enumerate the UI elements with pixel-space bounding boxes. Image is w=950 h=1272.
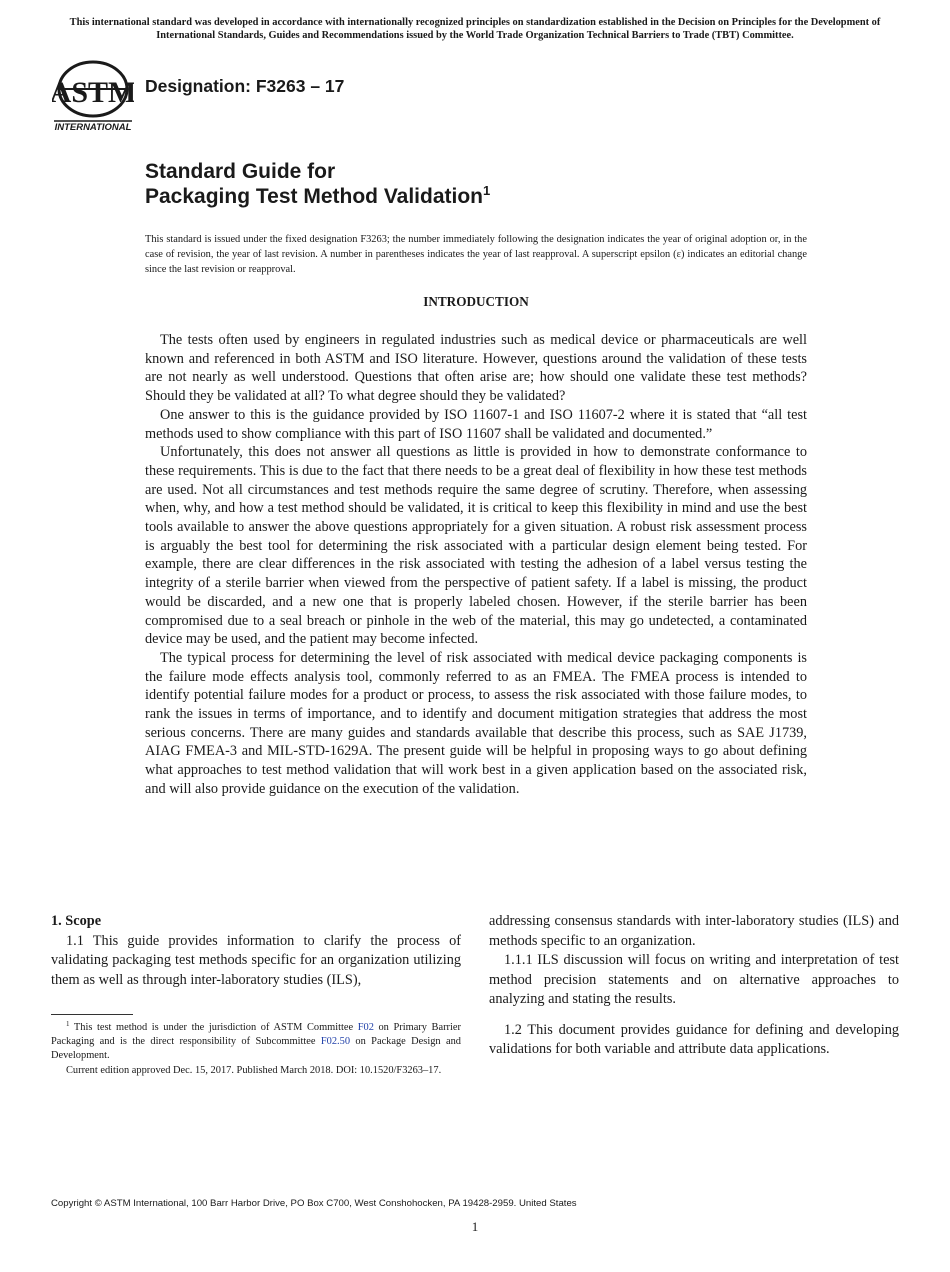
astm-emblem-icon xyxy=(52,58,134,132)
scope-1-2: 1.2 This document provides guidance for defining and developing validations for both variable and attribute data applications. xyxy=(489,1021,899,1057)
subcommittee-link[interactable]: F02.50 xyxy=(320,1036,351,1048)
title-footnote-ref: 1 xyxy=(483,183,491,198)
page-title xyxy=(145,159,490,209)
page-number: 1 xyxy=(471,1219,479,1234)
edition-note: Current edition approved Dec. 15, 2017. Published March 2018. DOI: 10.1520/F3263–17. xyxy=(66,1064,442,1076)
intro-paragraph: The typical process for determining the level of risk associated with medical device packaging components is the failure mode effects analysis tool, commonly referred to as an FMEA. The FMEA process is intended to identify potential failure modes for a product or process, to assess the risk associated with those failure modes, to rank the issues in terms of importance, and to identify and document mitigation strategies that address the most serious concerns. There are many guides and standards available that describe this process, such as SAE J1739, AIAG FMEA-3 and MIL-STD-1629A. The present guide will be helpful in proposing ways to go about defining what approaches to test method validation that will work best in a given application based on the associated risk, and will also provide guidance on the execution of the validation. xyxy=(145,649,807,797)
logo-wordmark: INTERNATIONAL xyxy=(54,122,132,132)
footnote-text: This test method is under the jurisdiction of ASTM Committee xyxy=(69,1022,358,1033)
standardization-notice: This international standard was developed in accordance with internationally recognized principles on standardization established in the Decision on Principles for the Development of International Standards, Guides and Recommendations issued by the World Trade Organization Technical Barriers to Trade (TBT) Committee. xyxy=(69,17,881,41)
intro-paragraph: The tests often used by engineers in regulated industries such as medical device or pharmaceuticals are well known and referenced in both ASTM and ISO literature. However, questions around the validation of these tests are not nearly as well understood. Questions that often arise are; how should one validate these test methods? Should they be validated at all? To what degree should they be validated? xyxy=(145,332,807,405)
scope-heading: 1. Scope xyxy=(51,913,102,929)
title-main: Packaging Test Method Validation xyxy=(145,185,483,208)
intro-paragraph: Unfortunately, this does not answer all questions as little is provided in how to demonstrate conformance to these requirements. This is due to the fact that there needs to be a great deal of flexibility in how these test methods are used. Not all circumstances and test methods require the same degree of scrutiny. Therefore, when assessing when, why, and how a test method should be validated, it is critical to keep this flexibility in mind and use the best tools available to answer the above questions appropriately for a given situation. A robust risk assessment process is arguably the best tool for determining the risk associated with a particular design element being tested. For example, there are clear differences in the risk associated with testing the adhesion of a label versus testing the integrity of a sterile barrier when viewed from the perspective of patient safety. If a label is missing, the product would be discarded, and a new one that is properly labeled chosen. However, if the sterile barrier has been compromised due to a seal breach or pinhole in the web of the material, this may go undetected, a contaminated device may be used, and the patient may become infected. xyxy=(145,444,807,648)
title-line-1: Standard Guide for xyxy=(145,160,336,183)
introduction-body xyxy=(145,331,807,799)
scope-1-1-1: 1.1.1 ILS discussion will focus on writing and interpretation of test method precision statements and on alternative approaches to analyzing and stating the results. xyxy=(489,952,899,1007)
left-column xyxy=(51,912,461,990)
right-column xyxy=(489,912,899,1060)
intro-paragraph: One answer to this is the guidance provided by ISO 11607-1 and ISO 11607-2 where it is stated that “all test methods used to show compliance with this part of ISO 11607 shall be validated and documented.” xyxy=(145,406,807,442)
footnote-text: on Primary Barrier Packaging and is the direct responsibility of Subcommittee xyxy=(51,1022,461,1048)
logo-mark: ASTM xyxy=(52,76,134,109)
introduction-heading: INTRODUCTION xyxy=(423,294,529,309)
astm-logo xyxy=(52,58,134,132)
committee-link[interactable]: F02 xyxy=(357,1022,374,1033)
copyright-notice: Copyright © ASTM International, 100 Barr Harbor Drive, PO Box C700, West Conshohocken, PA 19428-2959. United States xyxy=(51,1198,577,1209)
scope-1-1: 1.1 This guide provides information to clarify the process of validating packaging test methods specific for an organization utilizing them as well as through inter-laboratory studies (ILS), xyxy=(51,932,461,988)
footnote-1 xyxy=(51,1021,461,1064)
footnote-marker: 1 xyxy=(66,1020,70,1028)
title-line-2 xyxy=(145,184,490,209)
footnote-divider xyxy=(51,1014,133,1015)
designation: Designation: F3263 – 17 xyxy=(145,76,345,96)
issuance-statement: This standard is issued under the fixed designation F3263; the number immediately following the designation indicates the year of original adoption or, in the case of revision, the year of last revision. A number in parentheses indicates the year of last reapproval. A superscript epsilon (ε) indicates an editorial change since the last revision or reapproval. xyxy=(145,234,807,275)
footnotes xyxy=(51,1021,461,1078)
scope-1-1-continued: addressing consensus standards with inter-laboratory studies (ILS) and methods specific to an organization. xyxy=(489,913,899,949)
footnote-text: on Package Design and Development. xyxy=(51,1036,461,1062)
